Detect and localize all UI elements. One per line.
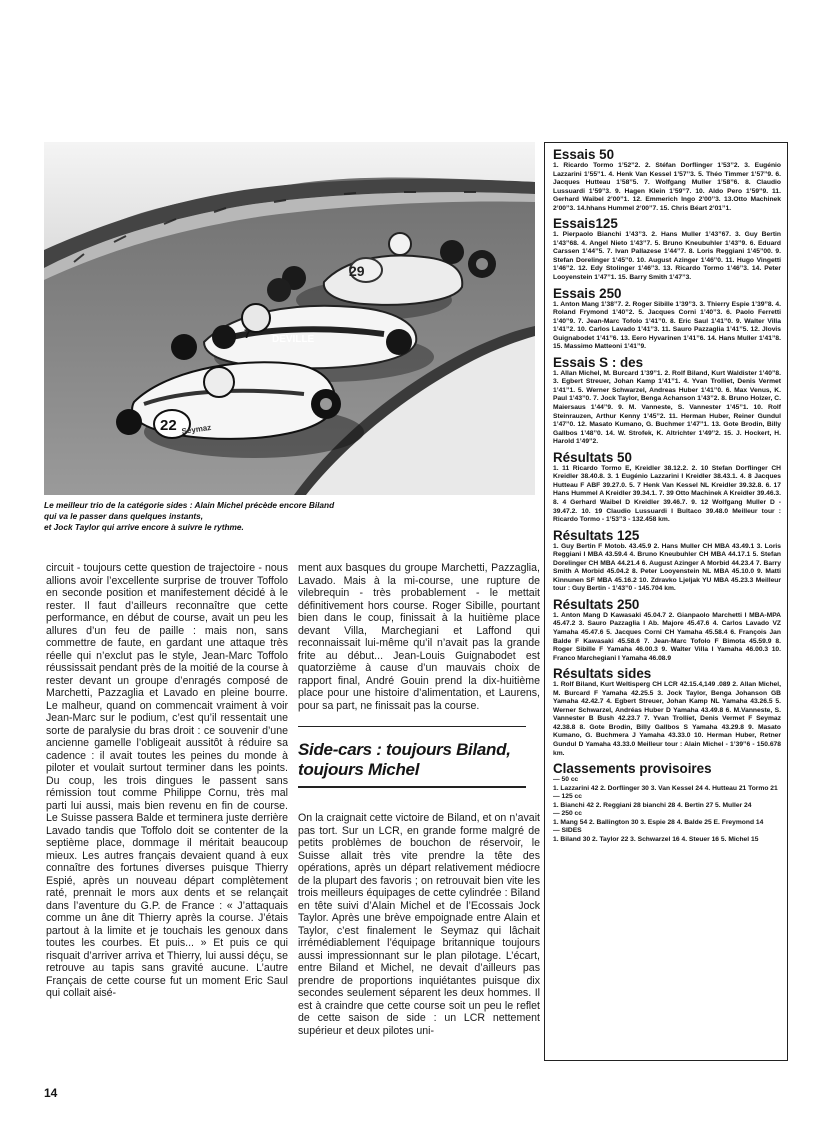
essais-50-block bbox=[553, 147, 781, 213]
resultats-125-title: Résultats 125 bbox=[553, 527, 640, 543]
essais-125-block bbox=[553, 216, 781, 282]
svg-text:29: 29 bbox=[349, 263, 365, 279]
resultats-sides-text: 1. Rolf Biland, Kurt Weltisperg CH LCR 42.15.4,149 .089 2. Allan Michel, M. Burcard F Yamaha 42.25.5 3. Jock Taylor, Benga Johanson GB Yamaha 42.42.7 4. Egbert Streuer, Johan Kamp NL Yamaha 43.26.5 5. Werner Schwarzel, Andréas Huber D Yamaha 43.49.8 6. M.Vanneste, S. Vannester B Bush 42.23.7 7. Yvan Trolliet, Denis Vermet F Seymaz 42.38.8 8. Gote Brodin, Billy Gallbos S Yamaha 43.29.8 9. Masato Kumano, G. Buchmera J Yamaha 43.33.0 10. Herman Huber, Retner Gundul D Yamaha 43.33.0 Meilleur tour : Alain Michel - 1’39’’6 - 150.678 km. bbox=[553, 681, 781, 757]
classements-line: 1. Biland 30 2. Taylor 22 3. Schwarzel 16 4. Steuer 16 5. Michel 15 bbox=[553, 835, 759, 843]
caption-line-3: et Jock Taylor qui arrive encore à suivre le rythme. bbox=[44, 521, 244, 532]
classements-block bbox=[553, 761, 781, 844]
essais-125-title: Essais125 bbox=[553, 216, 618, 232]
essais-250-block bbox=[553, 286, 781, 352]
classements-line: 1. Lazzarini 42 2. Dorflinger 30 3. Van Kessel 24 4. Hutteau 21 Tormo 21 bbox=[553, 784, 778, 792]
classements-line: — 50 cc bbox=[553, 776, 579, 784]
essais-50-text: 1. Ricardo Tormo 1’52’’2. 2. Stéfan Dorflinger 1’53’’2. 3. Eugénio Lazzarini 1’55’’1. 4. Henk Van Kessel 1’57’’3. 5. Théo Timmer 1’57’’9. 6. Jacques Hutteau 1’58’’5. 7. Wolfgang Muller 1’58’’6. 8. Claudio Lussuardi 1’59’’3. 9. Hagen Klein 1’59’’7. 10. Aldo Pero 1’59’’9. 11. Gerhard Waibel 2’00’’1. 12. Emmerich Ingo 2’00’’3. 13.Otto Machinek 2’00’’3. 14.hhans Hummel 2’00’’7. 15. Chris Béart 2’01’’1. bbox=[553, 162, 781, 212]
section-heading-line-1: Side-cars : toujours Biland, bbox=[298, 740, 511, 759]
svg-text:22: 22 bbox=[160, 417, 177, 434]
section-heading-underline bbox=[298, 786, 526, 788]
caption-line-2: qui va le passer dans quelques instants, bbox=[44, 510, 204, 521]
resultats-250-block bbox=[553, 597, 781, 663]
photo-caption bbox=[44, 500, 544, 532]
results-sidebar bbox=[544, 142, 788, 1061]
essais-250-text: 1. Anton Mang 1’38’’7. 2. Roger Sibille 1’39’’3. 3. Thierry Espie 1’39’’8. 4. Roland Frymond 1’40’’2. 5. Jacques Corni 1’40’’3. 6. Paolo Ferretti 1’40’’9. 7. Jean-Marc Tofolo 1’41’’0. 8. Eric Saul 1’41’’0. 9. Walter Villa 1’41’’2. 10. Carlos Lavado 1’41’’3. 11. Sauro Pazzaglia 1’41’’5. 12. Jlovis Guignabodet 1’41’’6. 13. Eero Hyvarinen 1’41’’6. 14. Hans Muller 1’41’’8. 15. Massimo Matteoni 1’41’’9. bbox=[553, 300, 781, 351]
classements-line: — 250 cc bbox=[553, 810, 582, 818]
resultats-50-block bbox=[553, 450, 781, 525]
essais-50-title: Essais 50 bbox=[553, 147, 615, 162]
resultats-50-title: Résultats 50 bbox=[553, 449, 632, 465]
resultats-125-text: 1. Guy Bertin F Motob. 43.45.9 2. Hans Muller CH MBA 43.49.1 3. Loris Reggiani I MBA 43.59.4 4. Bruno Kneubuhler CH MBA 44.17.1 5. Stefan Dorelinger CH MBA 44.21.4 6. August Azinger A Morbid 44.23.4 7. Barry Smith A Morbid 45.04.2 8. Peter Looyenstein NL MBA 45.10.0 9. Matti Kinnunen SF MBA 45.16.2 10. Zdravko Ljeljak YU MBA 45.23.3 Meilleur tour : Guy Bertin - 1’43’’0 - 145.704 km. bbox=[553, 542, 781, 593]
article-middle-column-top: ment aux basques du groupe Marchetti, Pazzaglia, Lavado. Mais à la mi-course, une rupture de vilebrequin - très probablement - le mettait définitivement hors course. Roger Sibille, pourtant bien dans le coup, finissait à la huitième place devant Villa, Marchegiani et Laffond qui reconnaissait lui-même qu’il n’avait pas la grande frite au début... Jean-Louis Guignabodet est quatorzième à cause d’un mauvais choix de rapport final, André Gouin prend la dix-huitième place pour une histoire d’alimentation, et Laurens, pour sa part, ne finissait pas la course. bbox=[298, 562, 540, 712]
resultats-50-text: 1. 11 Ricardo Tormo E, Kreidler 38.12.2. 2. 10 Stefan Dorflinger CH Kreidler 38.40.8. 3. 1 Eugénio Lazzarini I Kreidler 38.43.1. 4. 8 Jacques Hutteau F ABF 39.27.0. 5. 7 Henk Van Kessel NL Kreidler 39.32.8. 6. 17 Hans Hummel A Kreidler 39.34.1. 7. 39 Otto Machinek A Kreidler 39.46.3. 8. 4 Gerhard Waibel D Kreidler 39.46.7. 9. 12 Wolfgang Muller D - 39.47.2. 10. 19 Claudio Lussuardi I Bultaco 39.48.0 Meilleur tour : Ricardo Tormo - 1’53’’3 - 132.458 km. bbox=[553, 464, 781, 524]
essais-125-text: 1. Pierpaolo Bianchi 1’43’’3. 2. Hans Muller 1’43’’67. 3. Guy Bertin 1’43’’68. 4. Angel Nieto 1’43’’7. 5. Bruno Kneubuhler 1’43’’9. 6. Eduard Carssen 1’44’’5. 7. Ivan Pallazese 1’44’’7. 8. Loris Reggiani 1’45’’00. 9. Stefan Dorelinger 1’45’’0. 10. August Azinger 1’46’’0. 11. Hugo Vingetti 1’46’’2. 12. Edy Stolinger 1’46’’3. 13. Ricardo Tormo 1’46’’3. 14. Peter Looyenstein 1’47’’1. 15. Barry Smith 1’47’’3. bbox=[553, 231, 781, 282]
section-divider bbox=[298, 726, 526, 727]
classements-line: — 125 cc bbox=[553, 793, 582, 801]
classements-title: Classements provisoires bbox=[553, 761, 712, 777]
classements-line: 1. Mang 54 2. Ballington 30 3. Espie 28 4. Balde 25 E. Freymond 14 bbox=[553, 818, 764, 826]
essais-sides-title: Essais S : des bbox=[553, 354, 644, 370]
section-heading bbox=[298, 740, 540, 780]
resultats-125-block bbox=[553, 528, 781, 594]
svg-text:7: 7 bbox=[244, 327, 251, 341]
race-photo bbox=[44, 142, 535, 495]
article-left-column: circuit - toujours cette question de trajectoire - nous allions avoir l’excellente surprise de trouver Toffolo en seconde position et manifestement décidé à le rester. Il faut d’ailleurs reconnaître que cette performance, en début de course, avait un peu les allures d’un feu de paille : mais non, sans commettre de faute, en gardant une attaque très réelle qui n’exclut pas le style, Jean-Marc Toffolo réussissait pendant près de la moitié de la course à rester devant un groupe d’enragés composé de Marchetti, Pazzaglia et Lavado en pleine bourre. Le malheur, quand on commencait vraiment à voir Jean-Marc sur le podium, c’est qu’il ressentait une sorte de paralysie du bras droit : ce souvenir d’une ancienne gamelle l’obligeait aussitôt à réduire sa cadence : il avait toutes les peines du monde à piloter et voulait surtout terminer dans les points. Du coup, les trois dingues le passent sans rémission tout comme Philippe Cornu, très mal parti lui aussi, mais bien revenu en fin de course. Le Suisse passera Balde et terminera juste derrière Lavado tandis que Toffolo doit se contenter de la septième place, dommage il méritait beaucoup mieux. Les autres français devaient quand à eux connaître des fortunes diverses puisque Thierry Espié, après un nouveau départ complètement raté, prennait le mors aux dents et se relançait dans l’aventure du G.P. de France : « J’attaquais comme un âne dit Thierry après la course. J’étais partout à la limite et je touchais les genoux dans toutes les courbes. Et puis... » Et puis ce qui risquait d’arriver arriva et Thierry, lui aussi déçu, se retrouve au tapis sans gravité aucune. L’autre Français de cette course fut un moment Eric Saul qui collait aisé- bbox=[46, 562, 288, 999]
resultats-sides-title: Résultats sides bbox=[553, 666, 652, 682]
resultats-250-title: Résultats 250 bbox=[553, 596, 640, 612]
essais-sides-text: 1. Allan Michel, M. Burcard 1’39’’1. 2. Rolf Biland, Kurt Waldister 1’40’’8. 3. Egbert Streuer, Johan Kamp 1’41’’1. 4. Yvan Trolliet, Denis Vermet 1’41’’1. 5. Werner Schwarzel, Andreas Huber 1’41’’0. 6. Max Venus, K. Paul 1’43’’0. 7. Jock Taylor, Benga Achanson 1’43’’2. 8. Bruno Holzer, C. Maiersaus 1’44’’9. 9. M. Vanneste, S. Vannester 1’45’’1. 10. Rolf Steinrauzen, Arthur Kenny 1’45’’2. 11. Herman Huber, Reiner Gundul 1’47’’0. 12. Masato Kumano, G. Buchmer 1’47’’1. 13. Gote Brodin, Billy Gallbos 1’48’’0. 14. W. Strofek, K. Altrichter 1’49’’2. 15. J. Hockert, H. Harold 1’49’’2. bbox=[553, 369, 781, 446]
essais-250-title: Essais 250 bbox=[553, 285, 622, 301]
page-number: 14 bbox=[44, 1086, 58, 1100]
essais-sides-block bbox=[553, 355, 781, 447]
svg-text:Seymaz: Seymaz bbox=[181, 422, 212, 436]
resultats-250-text: 1. Anton Mang D Kawasaki 45.04.7 2. Gianpaolo Marchetti I MBA-MPA 45.47.2 3. Sauro Pazzaglia I Ab. Majore 45.47.6 4. Carlos Lavado VZ Yamaha 45.47.6 5. Jacques Corni CH Yamaha 45.58.4 6. François Jan Balde F Kawasaki 45.58.6 7. Jean-Marc Tofolo F Bimota 45.59.9 8. Roger Sibille F Yamaha 46.00.3 9. Walter Villa I Yamaha 46.00.3 10. Franco Marchegiani I Yamaha 46.08.9 bbox=[553, 611, 781, 662]
sidecar-race-image bbox=[44, 142, 535, 495]
section-heading-line-2: toujours Michel bbox=[298, 760, 420, 779]
article-middle-column-bottom: On la craignait cette victoire de Biland, et on n’avait pas tort. Sur un LCR, en grande forme malgré de petits problèmes de bouchon de réservoir, le Suisse allait très vite prendre la tête des opérations, après un départ relativement médiocre de la plupart des favoris ; on retrouvait bien vite les trois meilleurs équipages de cette cylindrée : Biland en tête suivi d’Alain Michel et de l’Ecossais Jock Taylor. Après une brève empoignade entre Alain et Taylor, c’est finalement le Seymaz qui lâchait irrémédiablement l’équipage britannique toujours aussi impressionnant sur le plan pilotage. L’écart, entre Biland et Michel, ne devait d’ailleurs pas prendre de proportions inquiétantes puisque dix secondes seulement séparent les deux hommes. Il est à craindre que cette course soit un peu le reflet de cette saison de side : un LCR nettement supérieur et deux pilotes uni- bbox=[298, 812, 540, 1037]
caption-line-1: Le meilleur trio de la catégorie sides : Alain Michel précède encore Biland bbox=[44, 500, 335, 510]
svg-text:DEVILLE: DEVILLE bbox=[272, 334, 315, 345]
classements-line: — SIDES bbox=[553, 827, 582, 835]
classements-line: 1. Bianchi 42 2. Reggiani 28 bianchi 28 4. Bertin 27 5. Muller 24 bbox=[553, 801, 752, 809]
resultats-sides-block bbox=[553, 666, 781, 758]
